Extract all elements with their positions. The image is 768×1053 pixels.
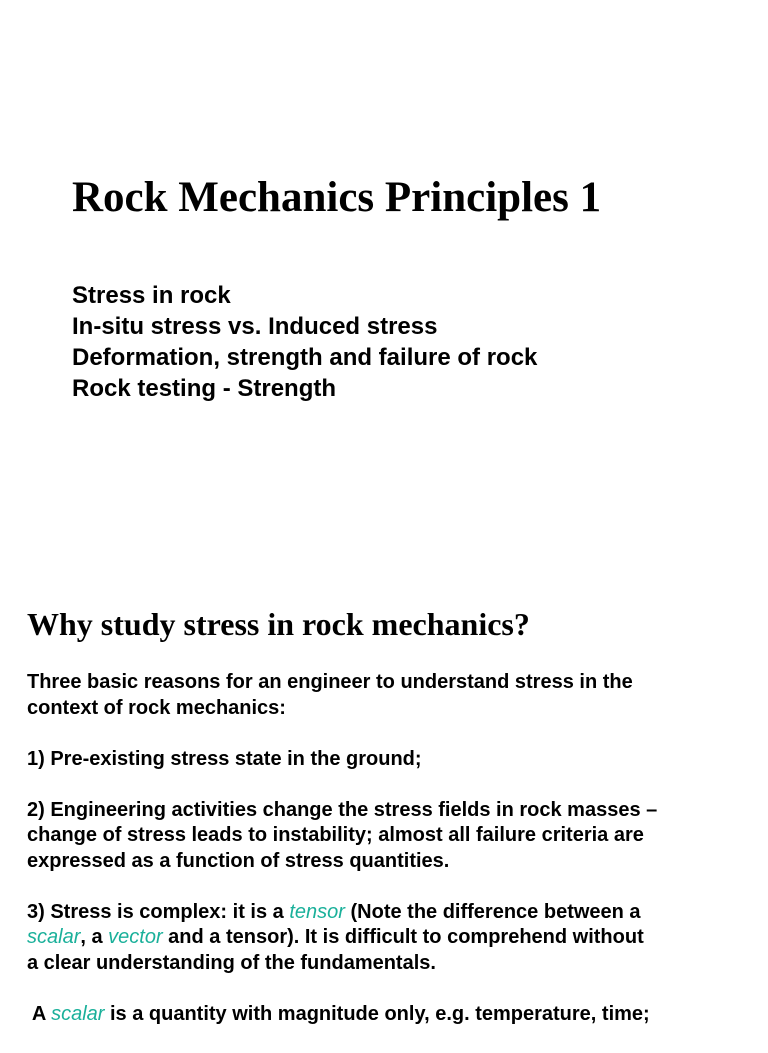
- slide-1-title: Rock Mechanics Principles 1: [72, 174, 602, 221]
- keyword-scalar-def: scalar: [51, 1002, 105, 1025]
- reason-1: [27, 747, 757, 773]
- reason-3-line-3: a clear understanding of the fundamentals.: [27, 951, 436, 974]
- keyword-tensor: tensor: [289, 900, 345, 923]
- topic-item: Deformation, strength and failure of rock: [72, 344, 538, 371]
- slide-2: [0, 560, 768, 1024]
- reason-3: [27, 900, 757, 977]
- reason-3-line-2-suffix: and a tensor). It is difficult to comprehend without: [162, 926, 644, 948]
- topic-item: In-situ stress vs. Induced stress: [72, 313, 438, 340]
- keyword-vector: vector: [108, 926, 163, 948]
- reason-2-line: expressed as a function of stress quantities.: [27, 849, 450, 872]
- reason-3-line-2: [27, 925, 757, 951]
- intro-line: context of rock mechanics:: [27, 696, 286, 719]
- topic-item: Stress in rock: [72, 282, 231, 309]
- topic-list: [72, 280, 537, 404]
- intro-line: Three basic reasons for an engineer to understand stress in the: [27, 671, 633, 693]
- scalar-def-suffix: is a quantity with magnitude only, e.g. temperature, time;: [104, 1002, 650, 1025]
- intro-paragraph: [27, 670, 757, 721]
- scalar-def-prefix: A: [27, 1002, 52, 1025]
- reason-3-suffix: (Note the difference between a: [344, 900, 641, 923]
- scalar-definition: [27, 1002, 757, 1028]
- reason-2-line: change of stress leads to instability; almost all failure criteria are: [27, 824, 644, 846]
- reason-3-prefix: 3) Stress is complex: it is a: [27, 900, 290, 923]
- reason-3-line-1: [27, 900, 757, 926]
- slide-2-body: [27, 670, 757, 1053]
- reason-2: [27, 798, 757, 875]
- slide-2-title: Why study stress in rock mechanics?: [27, 606, 530, 642]
- reason-1-text: 1) Pre-existing stress state in the ground;: [27, 747, 422, 770]
- topic-item: Rock testing - Strength: [72, 375, 337, 402]
- keyword-scalar: scalar: [27, 926, 81, 948]
- reason-2-line: 2) Engineering activities change the stress fields in rock masses –: [27, 798, 658, 821]
- reason-3-mid: , a: [80, 926, 109, 948]
